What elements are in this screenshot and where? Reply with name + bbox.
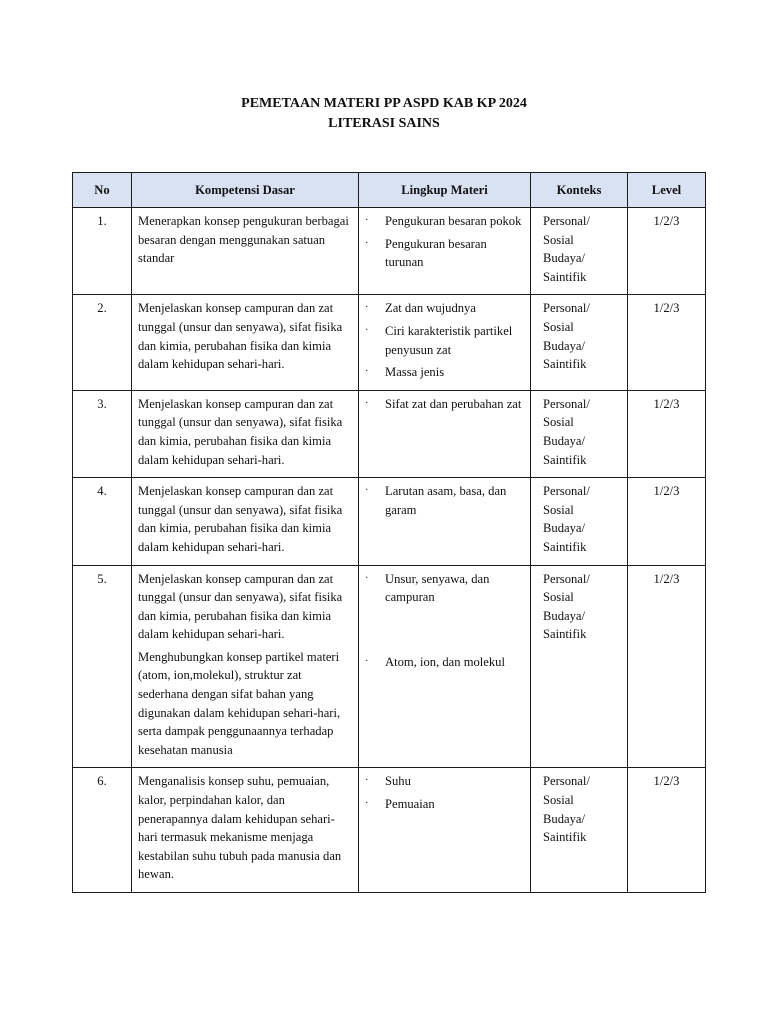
bullet-icon: · (365, 397, 369, 409)
document-title (0, 94, 768, 134)
bullet-icon: · (365, 302, 369, 314)
title-line-2: LITERASI SAINS (328, 116, 440, 131)
cell-kompetensi-dasar (132, 390, 359, 477)
header-no: No (73, 173, 132, 208)
lm-bullet-item: · Pemuaian (371, 795, 526, 814)
cell-konteks: Personal/ Sosial Budaya/ Saintifik (531, 478, 628, 565)
mapping-table (72, 172, 706, 893)
cell-lingkup-materi (359, 390, 531, 477)
cell-no: 3. (73, 390, 132, 477)
cell-lingkup-materi (359, 768, 531, 893)
cell-no: 1. (73, 208, 132, 295)
table-row (73, 478, 706, 565)
bullet-icon: · (365, 655, 369, 667)
table-header-row (73, 173, 706, 208)
cell-konteks: Personal/ Sosial Budaya/ Saintifik (531, 295, 628, 390)
table-row (73, 208, 706, 295)
cell-level: 1/2/3 (628, 565, 706, 768)
cell-no: 6. (73, 768, 132, 893)
kd-paragraph: Menganalisis konsep suhu, pemuaian, kalor, perpindahan kalor, dan penerapannya dalam kehidupan sehari-hari termasuk mekanisme menjaga kestabilan suhu tubuh pada manusia dan hewan. (138, 774, 342, 882)
cell-lingkup-materi (359, 295, 531, 390)
cell-level: 1/2/3 (628, 478, 706, 565)
table-row (73, 390, 706, 477)
cell-lingkup-materi (359, 565, 531, 768)
cell-kompetensi-dasar (132, 295, 359, 390)
bullet-icon: · (365, 572, 369, 584)
title-line-1: PEMETAAN MATERI PP ASPD KAB KP 2024 (241, 96, 527, 111)
cell-level: 1/2/3 (628, 295, 706, 390)
lm-bullet-item: · Ciri karakteristik partikel penyusun zat (365, 323, 513, 357)
cell-no: 5. (73, 565, 132, 768)
kd-paragraph: Menjelaskan konsep campuran dan zat tunggal (unsur dan senyawa), sifat fisika dan kimia, perubahan fisika dan kimia dalam kehidupan sehari-hari. (138, 484, 343, 554)
cell-konteks: Personal/ Sosial Budaya/ Saintifik (531, 390, 628, 477)
cell-konteks: Personal/ Sosial Budaya/ Saintifik (531, 208, 628, 295)
cell-level: 1/2/3 (628, 390, 706, 477)
bullet-icon: · (365, 237, 369, 249)
lm-bullet-item: · Atom, ion, dan molekul (371, 653, 526, 672)
cell-konteks: Personal/ Sosial Budaya/ Saintifik (531, 768, 628, 893)
table-row (73, 565, 706, 768)
kd-paragraph: Menghubungkan konsep partikel materi (atom, ion,molekul), struktur zat sederhana dengan sifat bahan yang digunakan dalam kehidupan sehari-hari, serta dampak penggunaannya terhadap kesehatan manusia (138, 649, 341, 757)
lm-bullet-item: · Pengukuran besaran turunan (365, 236, 487, 270)
cell-lingkup-materi (359, 208, 531, 295)
kd-paragraph: Menjelaskan konsep campuran dan zat tunggal (unsur dan senyawa), sifat fisika dan kimia, perubahan fisika dan kimia dalam kehidupan sehari-hari. (138, 571, 343, 642)
bullet-icon: · (365, 215, 369, 226)
cell-no: 4. (73, 478, 132, 565)
bullet-icon: · (365, 324, 369, 336)
cell-lingkup-materi (359, 478, 531, 565)
table-row (73, 295, 706, 390)
cell-konteks: Personal/ Sosial Budaya/ Saintifik (531, 565, 628, 768)
header-kompetensi-dasar: Kompetensi Dasar (132, 173, 359, 208)
lm-bullet-item: · Pengukuran besaran pokok (371, 212, 526, 231)
lm-bullet-item: · Unsur, senyawa, dan campuran (365, 571, 490, 605)
cell-level: 1/2/3 (628, 208, 706, 295)
cell-kompetensi-dasar (132, 565, 359, 768)
header-level: Level (628, 173, 706, 208)
table-row (73, 768, 706, 893)
lm-bullet-item: · Suhu (371, 772, 526, 791)
lm-bullet-item: · Massa jenis (371, 363, 526, 382)
bullet-icon: · (365, 485, 369, 497)
lm-bullet-item: · Zat dan wujudnya (371, 299, 526, 318)
cell-level: 1/2/3 (628, 768, 706, 893)
lm-bullet-item: · Larutan asam, basa, dan garam (365, 484, 507, 517)
bullet-icon: · (365, 366, 369, 378)
cell-kompetensi-dasar (132, 768, 359, 893)
kd-paragraph: Menerapkan konsep pengukuran berbagai besaran dengan menggunakan satuan standar (138, 214, 349, 266)
kd-paragraph: Menjelaskan konsep campuran dan zat tunggal (unsur dan senyawa), sifat fisika dan kimia, perubahan fisika dan kimia dalam kehidupan sehari-hari. (138, 396, 343, 467)
lm-bullet-item: · Sifat zat dan perubahan zat (371, 395, 526, 414)
bullet-icon: · (365, 798, 369, 810)
cell-no: 2. (73, 295, 132, 390)
bullet-icon: · (365, 775, 369, 787)
header-lingkup-materi: Lingkup Materi (359, 173, 531, 208)
header-konteks: Konteks (531, 173, 628, 208)
cell-kompetensi-dasar (132, 208, 359, 295)
kd-paragraph: Menjelaskan konsep campuran dan zat tunggal (unsur dan senyawa), sifat fisika dan kimia, perubahan fisika dan kimia dalam kehidupan sehari-hari. (138, 301, 343, 372)
cell-kompetensi-dasar (132, 478, 359, 565)
